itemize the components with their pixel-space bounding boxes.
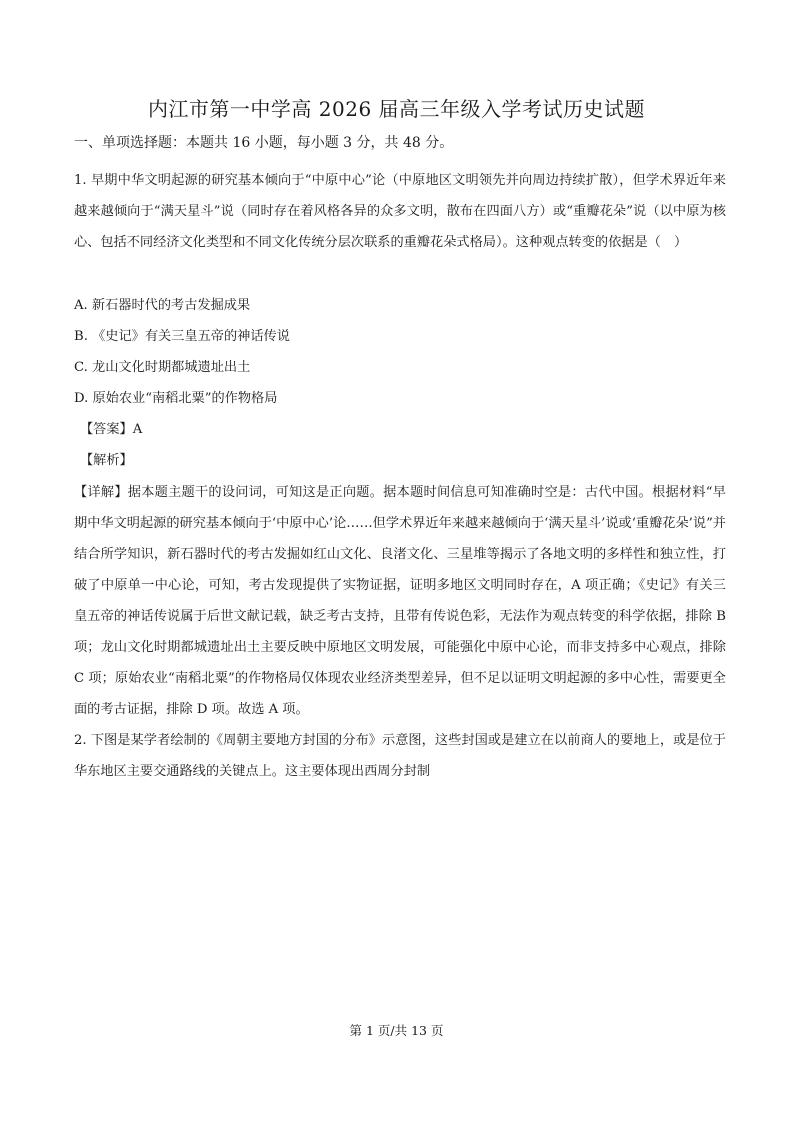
question-2-stem: 2. 下图是某学者绘制的《周朝主要地方封国的分布》示意图，这些封国或是建立在以前商人的要地上，或是位于华东地区主要交通路线的关键点上。这主要体现出西周分封制 bbox=[74, 733, 726, 779]
answer-label: 【答案】A bbox=[80, 422, 143, 437]
page-footer: 第 1 页/共 13 页 bbox=[349, 1023, 444, 1038]
exam-title: 内江市第一中学高 2026 届高三年级入学考试历史试题 bbox=[147, 97, 646, 121]
question-1-detail: 【详解】据本题主题干的设问词，可知这是正向题。据本题时间信息可知准确时空是：古代中国。根据材料“早期中华文明起源的研究基本倾向于‘中原中心’论……但学术界近年来越来越倾向于‘满天星斗’说或‘重瓣花朵’说”并结合所学知识，新石器时代的考古发掘如红山文化、良渚文化、三星堆等揭示了各地文明的多样性和独立性，打破了中原单一中心论，可知，考古发现提供了实物证据，证明多地区文明同时存在，A 项正确；《史记》有关三皇五帝的神话传说属于后世文献记载，缺乏考古支持，且带有传说色彩，无法作为观点转变的科学依据，排除 B 项；龙山文化时期都城遗址出土主要反映中原地区文明发展，可能强化中原中心论，而非支持多中心观点，排除 C 项；原始农业“南稻北粟”的作物格局仅体现农业经济类型差异，但不足以证明文明起源的多中心性，需要更全面的考古证据，排除 D 项。故选 A 项。 bbox=[74, 485, 726, 717]
option-b: B. 《史记》有关三皇五帝的神话传说 bbox=[74, 329, 290, 344]
question-1-stem: 1. 早期中华文明起源的研究基本倾向于“中原中心”论（中原地区文明领先并向周边持续扩散），但学术界近年来越来越倾向于“满天星斗”说（同时存在着风格各异的众多文明，散布在四面八方）或“重瓣花朵”说（以中原为核心、包括不同经济文化类型和不同文化传统分层次联系的重瓣花朵式格局）。这种观点转变的依据是（ ） bbox=[74, 173, 726, 250]
analysis-label: 【解析】 bbox=[80, 453, 133, 468]
option-c: C. 龙山文化时期都城遗址出土 bbox=[74, 360, 251, 375]
section-heading: 一、单项选择题：本题共 16 小题，每小题 3 分，共 48 分。 bbox=[74, 135, 454, 151]
option-d: D. 原始农业“南稻北粟”的作物格局 bbox=[74, 391, 278, 406]
question-1-options bbox=[74, 290, 726, 414]
option-a: A. 新石器时代的考古发掘成果 bbox=[74, 298, 251, 313]
